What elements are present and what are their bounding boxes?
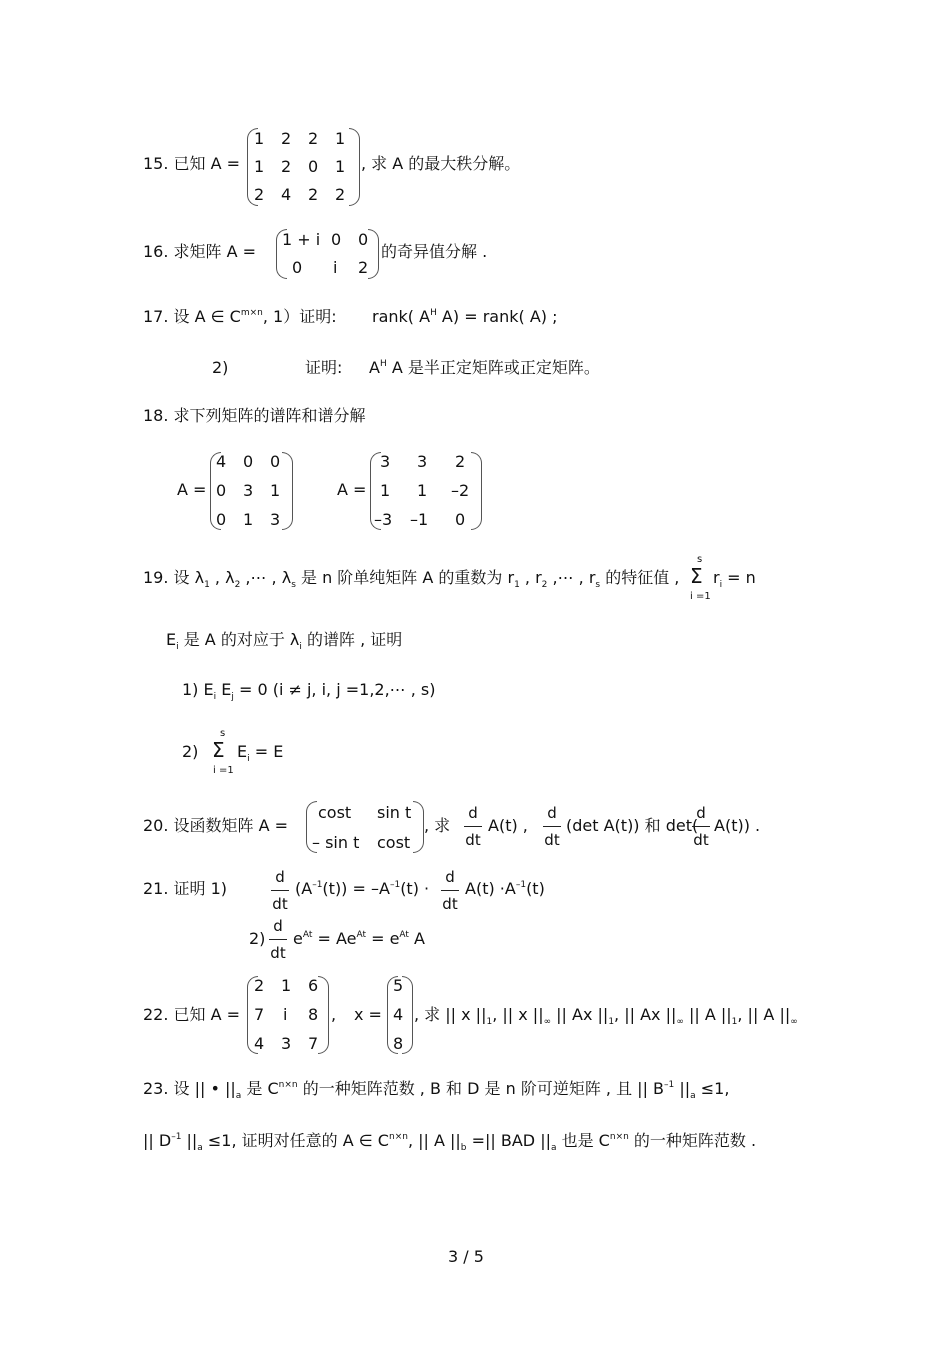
problem-19-line1 [143,570,679,590]
frac-den: dt [442,895,458,913]
frac-den: dt [272,895,288,913]
p22-b: , [331,1005,337,1024]
frac-den: dt [544,831,560,849]
m20-cell: cost [318,803,352,822]
m18a-cell: 1 [270,481,281,500]
p19-i2-sum-icon: Σ [212,738,225,762]
m15-cell: 1 [254,129,265,148]
p23-l2f: 也是 C [556,1131,610,1150]
m22-cell: 2 [254,976,265,995]
p17-s2c: A 是半正定矩阵或正定矩阵。 [386,358,600,377]
m18a-cell: 1 [243,510,254,529]
page-number: 3 / 5 [448,1247,484,1266]
m15-cell: 1 [254,157,265,176]
p21-e: (t) · [400,879,430,898]
m18a-cell: 3 [270,510,281,529]
p21-fs: –1 [515,880,527,890]
m18a-cell: 0 [270,452,281,471]
frac-num: d [547,804,557,822]
p22-hinf: ∞ [790,1017,798,1027]
p21-l2ds: At [399,930,409,940]
m15-cell: 2 [281,129,292,148]
p23-d: || [674,1079,691,1098]
p21-expr [295,881,429,897]
m20-cell: cost [377,833,411,852]
p23-l2e: =|| BAD || [466,1131,551,1150]
p21-frac-1 [271,870,289,912]
p20-f: A(t)) . [714,816,761,835]
m22-cell: i [283,1005,288,1024]
p21-cs: –1 [389,880,401,890]
p20-e: (det A(t)) 和 det( [566,816,699,835]
m18b-cell: 3 [380,452,391,471]
p19-f: , r [519,568,542,587]
p22-g: || A || [683,1005,732,1024]
p19-i1a: i [213,692,217,702]
matrix-20 [306,801,424,853]
v22-cell: 5 [393,976,404,995]
p19-i1: 1) E [182,680,214,699]
p23-l2cs: n×n [388,1132,408,1142]
p22-h: , || A || [737,1005,791,1024]
m18a-cell: 0 [216,510,227,529]
frac-num: d [468,804,478,822]
p22-f: , || Ax || [614,1005,677,1024]
p22-e1: 1 [608,1017,615,1027]
matrix-18-second [370,452,482,530]
p19-sum-body [713,570,756,590]
p19-i1d: = 0 (i ≠ j, i, j =1,2,⋯ , s) [233,680,436,699]
matrix-18-first [210,452,293,530]
frac-den: dt [270,944,286,962]
m18b-cell: 1 [417,481,428,500]
m20-cell: – sin t [312,833,360,852]
p23-l2c: ≤1, 证明对任意的 A ∈ C [202,1131,389,1150]
problem-23-line2 [143,1133,756,1153]
p20-frac-3 [692,806,710,848]
p19-i2bi: i [247,754,250,764]
m22-cell: 7 [254,1005,265,1024]
m18a-cell: 3 [243,481,254,500]
p19-i2-body [237,744,283,764]
p19-sum-bottom: i =1 [690,591,711,602]
problem-23-line1 [143,1081,729,1101]
m18a-cell: 0 [243,452,254,471]
p19-h: 的特征值 , [600,568,680,587]
problem-20-ask: , 求 [424,816,451,835]
vector-22 [387,976,413,1054]
p19-g: ,⋯ , r [547,568,596,587]
p21-part2-expr [293,931,425,947]
m16-cell: 0 [331,230,342,249]
p20-c: A(t) , [488,816,528,835]
m15-cell: 2 [254,185,265,204]
m18b-cell: 2 [455,452,466,471]
p19-ki: i [719,580,723,590]
m15-cell: 4 [281,185,292,204]
problem-22-label: 22. 已知 A = [143,1005,241,1024]
p19-i2b: E [237,742,248,761]
p23-b: 是 C [241,1079,279,1098]
p19-s2: 2 [234,580,241,590]
problem-21-label: 21. 证明 1) [143,879,228,898]
p17-b: , 1）证明: [262,307,337,326]
p20-frac-2 [543,806,561,848]
m15-cell: 2 [308,185,319,204]
p19-line2c: i [299,642,302,652]
problem-17-part2-number: 2) [212,358,229,377]
p23-l2b: || [181,1131,198,1150]
m18a-cell: 4 [216,452,227,471]
problem-19-item2: 2) [182,742,199,761]
p19-line2a: E [166,630,177,649]
frac-num: d [275,868,285,886]
m15-cell: 2 [281,157,292,176]
m15-cell: 1 [335,157,346,176]
p22-c: , 求 || x || [414,1005,487,1024]
m18b-cell: 1 [380,481,391,500]
matrix-22 [247,976,329,1054]
p21-l2d: = e [366,929,400,948]
p19-d: ,⋯ , λ [240,568,292,587]
p23-aa: a [235,1091,242,1101]
m15-cell: 2 [308,129,319,148]
p23-l2g: 的一种矩阵范数 . [628,1131,757,1150]
p21-frac-3 [269,919,287,961]
p23-l2s: –1 [171,1132,182,1142]
m16-cell: 1 + i [282,230,321,249]
matrix-16 [276,229,379,279]
p19-a: 19. 设 λ [143,568,205,587]
frac-den: dt [693,831,709,849]
p21-l2cs: At [356,930,366,940]
problem-19-line2 [166,632,402,652]
p23-a: 23. 设 || • || [143,1079,236,1098]
p21-b: (A [295,879,313,898]
p21-l2e: A [408,929,425,948]
p18-lhs-2: A = [337,480,367,499]
m16-cell: 2 [358,258,369,277]
m22-cell: 7 [308,1034,319,1053]
matrix-15 [247,128,360,206]
m18b-cell: –1 [410,510,429,529]
frac-num: d [445,868,455,886]
p19-i2c: = E [249,742,284,761]
p23-l2d: , || A || [407,1131,461,1150]
p19-line2i: i [176,642,179,652]
m18b-cell: 0 [455,510,466,529]
p23-e: ≤1, [695,1079,730,1098]
m18b-cell: 3 [417,452,428,471]
m22-cell: 6 [308,976,319,995]
m20-cell: sin t [377,803,412,822]
p19-i1b: E [216,680,232,699]
m22-cell: 8 [308,1005,319,1024]
m18b-cell: –3 [374,510,393,529]
problem-18-title: 18. 求下列矩阵的谱阵和谱分解 [143,406,366,425]
p19-r2: 2 [541,580,548,590]
p23-l2a: || D [143,1131,172,1150]
m22-cell: 1 [281,976,292,995]
m18a-cell: 0 [216,481,227,500]
frac-num: d [696,804,706,822]
p22-d: , || x || [492,1005,544,1024]
p22-norms [414,1007,798,1027]
m15-cell: 0 [308,157,319,176]
problem-17-rank [372,309,557,325]
p19-i2-sum-bottom: i =1 [213,765,234,776]
p19-sum-top: s [697,554,703,565]
p19-line2d: 的谱阵 , 证明 [301,630,403,649]
p17-h: H [430,308,437,318]
p23-l2fs: n×n [609,1132,629,1142]
p21-l2b: e [293,929,303,948]
frac-den: dt [465,831,481,849]
problem-16-label: 16. 求矩阵 A = [143,242,257,261]
p19-k: r [713,568,720,587]
p19-l: = n [722,568,756,587]
frac-num: d [273,917,283,935]
m15-cell: 2 [335,185,346,204]
p21-g: (t) [526,879,545,898]
p19-sum-icon: Σ [690,564,703,588]
p23-l2db: b [460,1143,467,1153]
m22-cell: 4 [254,1034,265,1053]
p23-l2ea: a [550,1143,557,1153]
p19-i2-sum-top: s [220,728,226,739]
p19-ss: s [291,580,296,590]
p19-i1c: j [231,692,234,702]
v22-cell: 4 [393,1005,404,1024]
v22-cell: 8 [393,1034,404,1053]
p17-a: 17. 设 A ∈ C [143,307,241,326]
p23-cs: –1 [664,1080,675,1090]
m15-cell: 1 [335,129,346,148]
p21-frac-2 [441,870,459,912]
p21-c: (t)) = –A [322,879,390,898]
p22-finf: ∞ [676,1017,684,1027]
p19-line2b: 是 A 的对应于 λ [178,630,300,649]
p23-l2ba: a [197,1143,203,1153]
p23-c: 的一种矩阵范数 , B 和 D 是 n 阶可逆矩阵 , 且 || B [297,1079,665,1098]
p22-g1: 1 [731,1017,738,1027]
m18b-cell: –2 [451,481,470,500]
problem-19-item1 [182,682,436,702]
problem-20-label: 20. 设函数矩阵 A = [143,816,289,835]
m16-cell: i [333,258,338,277]
problem-17-part2-label: 证明: [305,358,343,377]
p22-e: || Ax || [551,1005,609,1024]
p22-dinf: ∞ [543,1017,552,1027]
p21-f: A(t) ·A [465,879,516,898]
m16-cell: 0 [358,230,369,249]
p20-frac-1 [464,806,482,848]
problem-17-line1 [143,309,337,325]
p21-expr-2 [465,881,545,897]
problem-16-text: 的奇异值分解 . [381,242,488,261]
problem-15-label: 15. 已知 A = [143,154,241,173]
p23-bs: n×n [278,1080,298,1090]
p21-bs: –1 [312,880,323,890]
p22-c1: 1 [486,1017,493,1027]
problem-17-part2-text [369,360,600,376]
p18-lhs-1: A = [177,480,207,499]
p17-d: A) = rank( A) ; [436,307,558,326]
p19-r1: 1 [514,580,520,590]
p17-s2h: H [379,359,387,369]
p19-e: 是 n 阶单纯矩阵 A 的重数为 r [295,568,515,587]
p21-l2bs: At [302,930,313,940]
problem-15-text: , 求 A 的最大秩分解。 [361,154,521,173]
p19-rs: s [595,580,601,590]
p21-part2-number: 2) [249,929,266,948]
m22-cell: 3 [281,1034,292,1053]
p22-x-label: x = [354,1005,382,1024]
p21-l2c: = Ae [312,929,357,948]
p23-da: a [690,1091,696,1101]
p17-c: rank( A [372,307,431,326]
p17-s2b: A [369,358,380,377]
p17-sup: m×n [240,308,263,318]
p19-s1: 1 [204,580,210,590]
p19-c: , λ [209,568,235,587]
m16-cell: 0 [292,258,303,277]
